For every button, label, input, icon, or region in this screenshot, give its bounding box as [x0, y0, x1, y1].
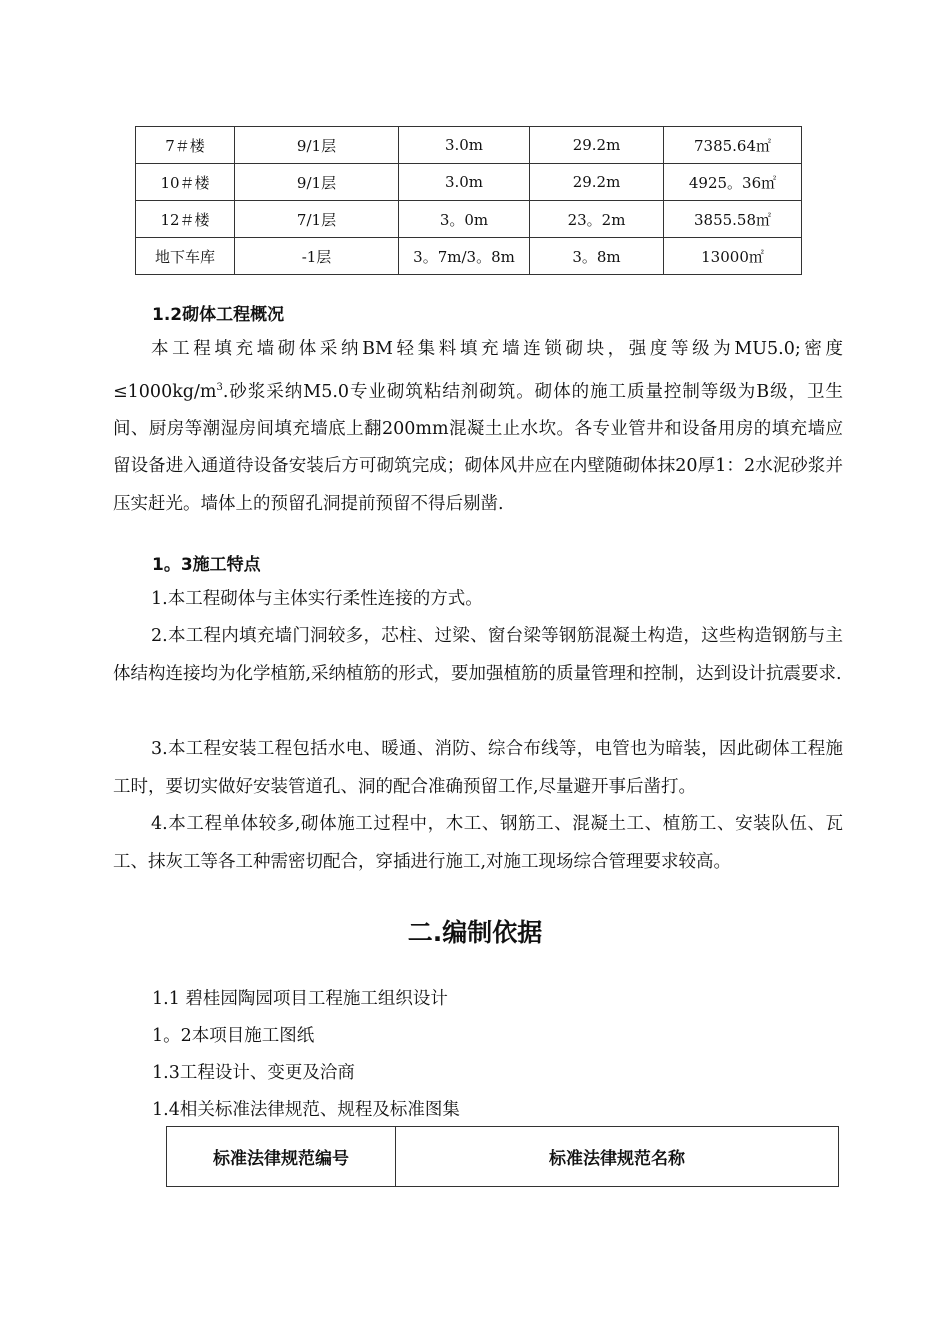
basis-item-4: 1.4相关标准法律规范、规程及标准图集: [152, 1100, 460, 1120]
table-row: [136, 127, 802, 164]
standards-table: [166, 1126, 839, 1187]
section-heading-construction-features: 1。3施工特点: [152, 555, 261, 575]
feature-item-3: 3.本工程安装工程包括水电、暖通、消防、综合布线等，电管也为暗装，因此砌体工程施工时，要切实做好安装管道孔、洞的配合准确预留工作,尽量避开事后凿打。: [113, 739, 843, 797]
table-row: [136, 238, 802, 275]
table-header-row: [167, 1127, 839, 1187]
table-cell: 23。2m: [530, 201, 664, 238]
table-row: [136, 164, 802, 201]
table-cell: 3.0m: [399, 127, 530, 164]
column-header-standard-name: 标准法律规范名称: [396, 1127, 839, 1187]
table-cell: 3。8m: [530, 238, 664, 275]
table-cell: 地下车库: [136, 238, 235, 275]
column-header-standard-number: 标准法律规范编号: [167, 1127, 396, 1187]
table-cell: 4925。36㎡: [664, 164, 802, 201]
chapter-title-compilation-basis: 二.编制依据: [407, 918, 543, 947]
masonry-text-b: .砂浆采纳M5.0专业砌筑粘结剂砌筑。砌体的施工质量控制等级为B级，卫生间、厨房等潮湿房间填充墙底上翻200mm混凝土止水坎。各专业管井和设备用房的填充墙应留设备进入通道待设备安装后方可砌筑完成；砌体风井应在内壁随砌体抹20厚1：2水泥砂浆并压实赶光。墙体上的预留孔洞提前预留不得后剔凿.: [113, 381, 843, 514]
table-cell: 7＃楼: [136, 127, 235, 164]
table-cell: 29.2m: [530, 127, 664, 164]
basis-item-1: 1.1 碧桂园陶园项目工程施工组织设计: [152, 989, 448, 1009]
basis-item-2: 1。2本项目施工图纸: [152, 1026, 315, 1046]
table-cell: 3。7m/3。8m: [399, 238, 530, 275]
table-cell: 29.2m: [530, 164, 664, 201]
table-cell: 7385.64㎡: [664, 127, 802, 164]
basis-item-3: 1.3工程设计、变更及洽商: [152, 1063, 355, 1083]
section-heading-masonry-overview: 1.2砌体工程概况: [152, 305, 285, 325]
table-cell: 3855.58㎡: [664, 201, 802, 238]
feature-item-2: 2.本工程内填充墙门洞较多，芯柱、过梁、窗台梁等钢筋混凝土构造，这些构造钢筋与主体结构连接均为化学植筋,采纳植筋的形式，要加强植筋的质量管理和控制，达到设计抗震要求.: [113, 626, 843, 684]
building-summary-table: [135, 126, 802, 275]
table-cell: 3。0m: [399, 201, 530, 238]
masonry-text-a: 本工程填充墙砌体采纳BM轻集料填充墙连锁砌块，强度等级为MU5.0;密度≤1000kg/m: [113, 339, 843, 402]
masonry-overview-paragraph: [113, 331, 843, 523]
table-cell: 13000㎡: [664, 238, 802, 275]
table-cell: -1层: [235, 238, 399, 275]
table-row: [136, 201, 802, 238]
superscript-3: 3: [216, 381, 223, 393]
table-cell: 3.0m: [399, 164, 530, 201]
table-cell: 10＃楼: [136, 164, 235, 201]
feature-item-4: 4.本工程单体较多,砌体施工过程中，木工、钢筋工、混凝土工、植筋工、安装队伍、瓦工、抹灰工等各工种需密切配合，穿插进行施工,对施工现场综合管理要求较高。: [113, 814, 843, 872]
table-cell: 9/1层: [235, 127, 399, 164]
table-cell: 7/1层: [235, 201, 399, 238]
table-cell: 12＃楼: [136, 201, 235, 238]
table-cell: 9/1层: [235, 164, 399, 201]
feature-item-1: 1.本工程砌体与主体实行柔性连接的方式。: [151, 589, 483, 609]
